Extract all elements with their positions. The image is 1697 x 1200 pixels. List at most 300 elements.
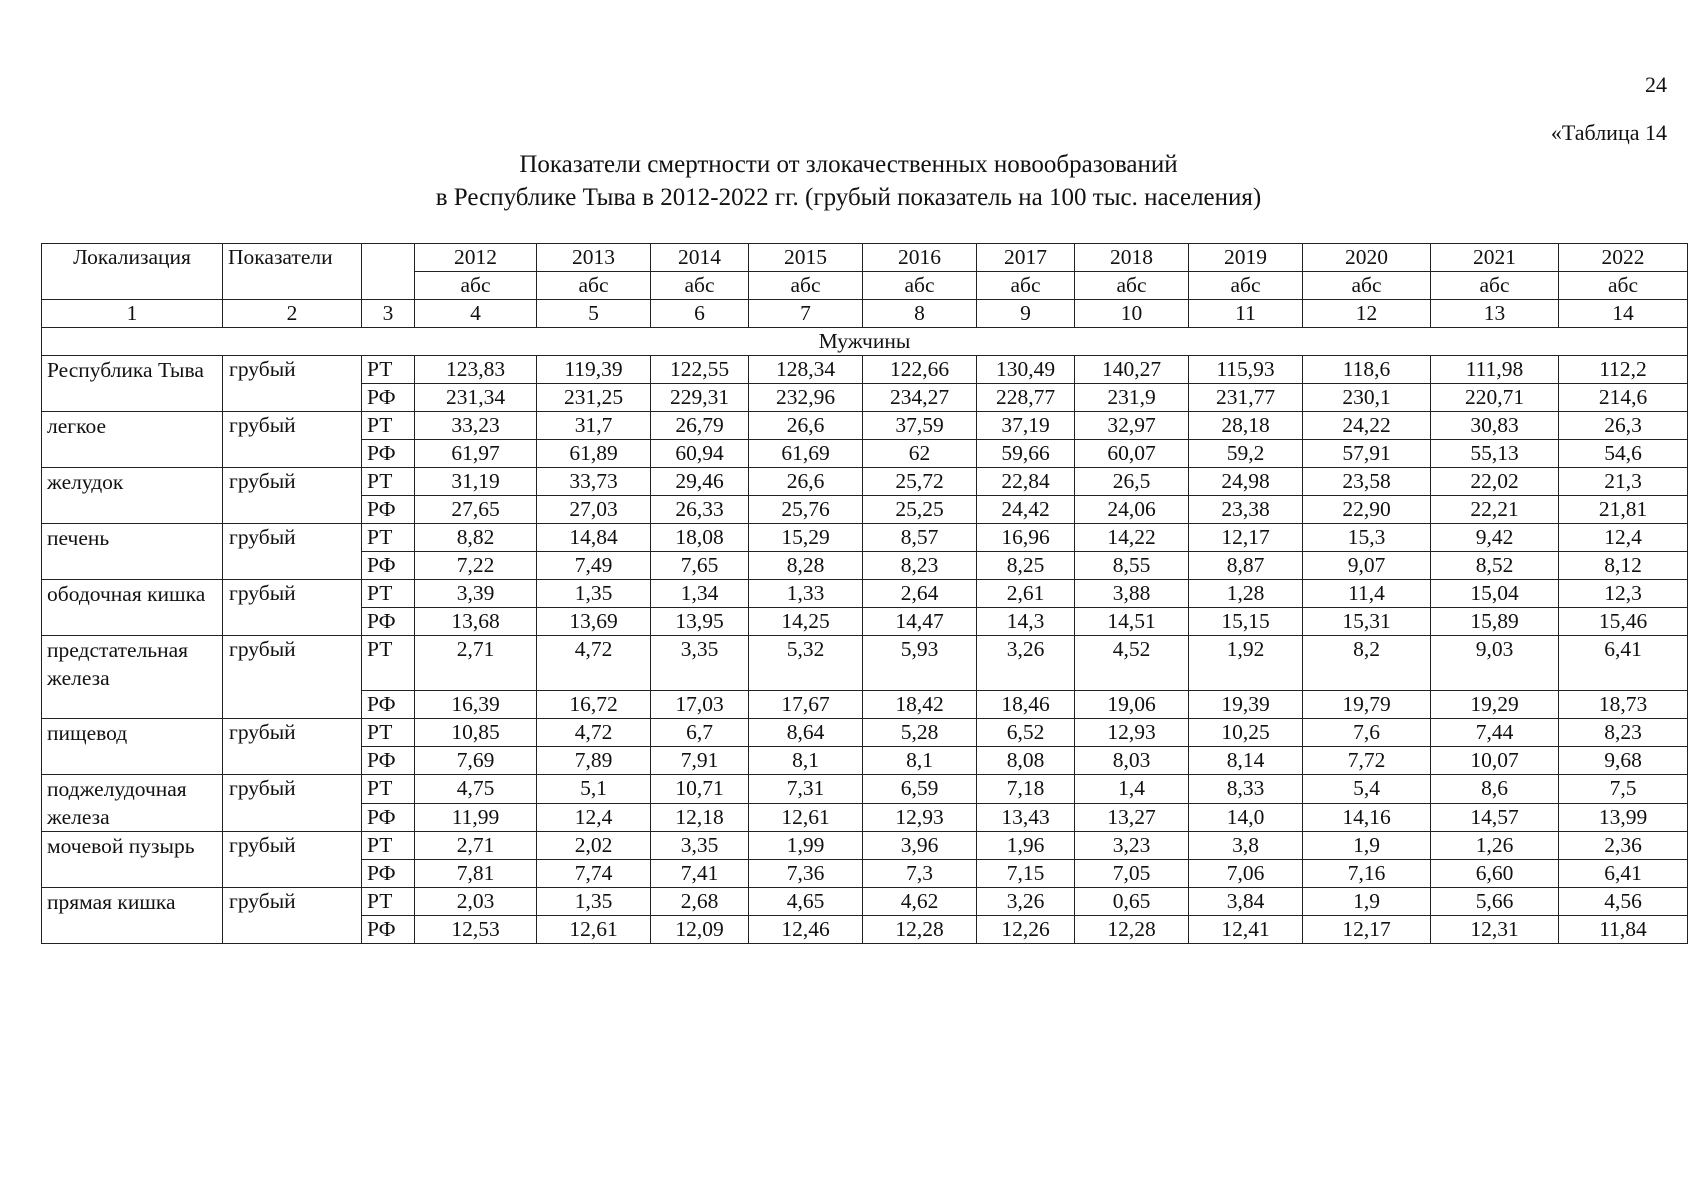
value-cell: 18,73 <box>1559 691 1688 719</box>
table-body <box>42 356 1688 944</box>
value-cell: 231,77 <box>1189 384 1303 412</box>
value-cell: 15,04 <box>1431 580 1559 608</box>
value-cell: 111,98 <box>1431 356 1559 384</box>
table-row <box>42 412 1688 440</box>
code-rf-cell: РФ <box>362 440 415 468</box>
col-number: 8 <box>863 300 977 328</box>
value-cell: 11,84 <box>1559 916 1688 944</box>
code-rt-cell: РТ <box>362 580 415 608</box>
value-cell: 61,97 <box>415 440 537 468</box>
value-cell: 12,31 <box>1431 916 1559 944</box>
value-cell: 3,39 <box>415 580 537 608</box>
localization-cell: Республика Тыва <box>42 356 223 412</box>
value-cell: 32,97 <box>1075 412 1189 440</box>
value-cell: 13,27 <box>1075 803 1189 832</box>
value-cell: 4,62 <box>863 888 977 916</box>
value-cell: 14,47 <box>863 608 977 636</box>
value-cell: 24,98 <box>1189 468 1303 496</box>
header-unit: абс <box>749 272 863 300</box>
indicator-cell: грубый <box>223 580 362 636</box>
value-cell: 14,25 <box>749 608 863 636</box>
value-cell: 24,42 <box>977 496 1075 524</box>
value-cell: 24,06 <box>1075 496 1189 524</box>
code-rf-cell: РФ <box>362 747 415 775</box>
col-number: 14 <box>1559 300 1688 328</box>
value-cell: 119,39 <box>537 356 651 384</box>
title-line-2: в Республике Тыва в 2012-2022 гг. (грубый показатель на 100 тыс. населения) <box>435 184 1262 211</box>
value-cell: 1,4 <box>1075 775 1189 804</box>
value-cell: 17,03 <box>651 691 749 719</box>
indicator-cell: грубый <box>223 719 362 775</box>
code-rf-cell: РФ <box>362 384 415 412</box>
value-cell: 22,84 <box>977 468 1075 496</box>
value-cell: 8,14 <box>1189 747 1303 775</box>
value-cell: 6,7 <box>651 719 749 747</box>
indicator-cell: грубый <box>223 524 362 580</box>
value-cell: 1,9 <box>1303 832 1431 860</box>
header-unit: абс <box>1189 272 1303 300</box>
value-cell: 214,6 <box>1559 384 1688 412</box>
value-cell: 1,35 <box>537 888 651 916</box>
value-cell: 13,69 <box>537 608 651 636</box>
header-year: 2016 <box>863 244 977 272</box>
value-cell: 26,79 <box>651 412 749 440</box>
value-cell: 23,58 <box>1303 468 1431 496</box>
value-cell: 7,81 <box>415 860 537 888</box>
indicator-cell: грубый <box>223 356 362 412</box>
value-cell: 2,03 <box>415 888 537 916</box>
value-cell: 4,52 <box>1075 636 1189 691</box>
header-unit: абс <box>977 272 1075 300</box>
value-cell: 122,55 <box>651 356 749 384</box>
value-cell: 2,71 <box>415 636 537 691</box>
col-number: 12 <box>1303 300 1431 328</box>
header-unit: абс <box>1075 272 1189 300</box>
value-cell: 12,61 <box>537 916 651 944</box>
value-cell: 1,33 <box>749 580 863 608</box>
value-cell: 231,25 <box>537 384 651 412</box>
value-cell: 60,94 <box>651 440 749 468</box>
localization-cell: легкое <box>42 412 223 468</box>
table-row <box>42 468 1688 496</box>
value-cell: 30,83 <box>1431 412 1559 440</box>
value-cell: 3,23 <box>1075 832 1189 860</box>
code-rf-cell: РФ <box>362 552 415 580</box>
value-cell: 61,89 <box>537 440 651 468</box>
value-cell: 18,42 <box>863 691 977 719</box>
value-cell: 231,9 <box>1075 384 1189 412</box>
value-cell: 21,3 <box>1559 468 1688 496</box>
col-number: 6 <box>651 300 749 328</box>
header-year: 2015 <box>749 244 863 272</box>
value-cell: 26,3 <box>1559 412 1688 440</box>
value-cell: 3,96 <box>863 832 977 860</box>
value-cell: 25,25 <box>863 496 977 524</box>
value-cell: 229,31 <box>651 384 749 412</box>
code-rt-cell: РТ <box>362 719 415 747</box>
value-cell: 1,99 <box>749 832 863 860</box>
value-cell: 14,16 <box>1303 803 1431 832</box>
code-rt-cell: РТ <box>362 356 415 384</box>
value-cell: 12,61 <box>749 803 863 832</box>
value-cell: 7,22 <box>415 552 537 580</box>
value-cell: 6,41 <box>1559 636 1688 691</box>
value-cell: 5,32 <box>749 636 863 691</box>
value-cell: 7,65 <box>651 552 749 580</box>
value-cell: 12,18 <box>651 803 749 832</box>
value-cell: 4,72 <box>537 719 651 747</box>
code-rf-cell: РФ <box>362 496 415 524</box>
value-cell: 0,65 <box>1075 888 1189 916</box>
value-cell: 8,6 <box>1431 775 1559 804</box>
value-cell: 5,1 <box>537 775 651 804</box>
value-cell: 6,41 <box>1559 860 1688 888</box>
value-cell: 29,46 <box>651 468 749 496</box>
value-cell: 16,72 <box>537 691 651 719</box>
value-cell: 12,93 <box>863 803 977 832</box>
value-cell: 8,64 <box>749 719 863 747</box>
value-cell: 8,1 <box>749 747 863 775</box>
localization-cell: ободочная кишка <box>42 580 223 636</box>
value-cell: 19,29 <box>1431 691 1559 719</box>
value-cell: 37,19 <box>977 412 1075 440</box>
value-cell: 4,56 <box>1559 888 1688 916</box>
value-cell: 18,46 <box>977 691 1075 719</box>
header-blank <box>362 244 415 300</box>
value-cell: 12,93 <box>1075 719 1189 747</box>
code-rf-cell: РФ <box>362 860 415 888</box>
value-cell: 7,16 <box>1303 860 1431 888</box>
value-cell: 18,08 <box>651 524 749 552</box>
value-cell: 14,22 <box>1075 524 1189 552</box>
value-cell: 4,75 <box>415 775 537 804</box>
value-cell: 22,90 <box>1303 496 1431 524</box>
value-cell: 5,28 <box>863 719 977 747</box>
value-cell: 8,23 <box>1559 719 1688 747</box>
value-cell: 31,19 <box>415 468 537 496</box>
header-year: 2021 <box>1431 244 1559 272</box>
col-number: 13 <box>1431 300 1559 328</box>
value-cell: 12,28 <box>863 916 977 944</box>
value-cell: 17,67 <box>749 691 863 719</box>
value-cell: 130,49 <box>977 356 1075 384</box>
value-cell: 6,60 <box>1431 860 1559 888</box>
value-cell: 7,72 <box>1303 747 1431 775</box>
value-cell: 7,44 <box>1431 719 1559 747</box>
value-cell: 59,66 <box>977 440 1075 468</box>
code-rt-cell: РТ <box>362 832 415 860</box>
value-cell: 7,74 <box>537 860 651 888</box>
value-cell: 13,43 <box>977 803 1075 832</box>
value-cell: 33,73 <box>537 468 651 496</box>
localization-cell: пищевод <box>42 719 223 775</box>
code-rt-cell: РТ <box>362 888 415 916</box>
value-cell: 7,05 <box>1075 860 1189 888</box>
value-cell: 1,35 <box>537 580 651 608</box>
value-cell: 19,06 <box>1075 691 1189 719</box>
table-title <box>0 148 1697 214</box>
value-cell: 13,99 <box>1559 803 1688 832</box>
value-cell: 234,27 <box>863 384 977 412</box>
col-number: 7 <box>749 300 863 328</box>
value-cell: 12,46 <box>749 916 863 944</box>
value-cell: 60,07 <box>1075 440 1189 468</box>
value-cell: 8,08 <box>977 747 1075 775</box>
value-cell: 13,95 <box>651 608 749 636</box>
header-localization: Локализация <box>42 244 223 300</box>
code-rt-cell: РТ <box>362 468 415 496</box>
value-cell: 10,25 <box>1189 719 1303 747</box>
value-cell: 8,1 <box>863 747 977 775</box>
value-cell: 7,69 <box>415 747 537 775</box>
value-cell: 7,15 <box>977 860 1075 888</box>
header-year: 2017 <box>977 244 1075 272</box>
code-rt-cell: РТ <box>362 775 415 804</box>
value-cell: 3,35 <box>651 832 749 860</box>
value-cell: 112,2 <box>1559 356 1688 384</box>
value-cell: 26,5 <box>1075 468 1189 496</box>
value-cell: 8,03 <box>1075 747 1189 775</box>
value-cell: 2,68 <box>651 888 749 916</box>
value-cell: 7,6 <box>1303 719 1431 747</box>
indicator-cell: грубый <box>223 468 362 524</box>
value-cell: 14,84 <box>537 524 651 552</box>
value-cell: 12,09 <box>651 916 749 944</box>
value-cell: 231,34 <box>415 384 537 412</box>
value-cell: 19,39 <box>1189 691 1303 719</box>
code-rf-cell: РФ <box>362 608 415 636</box>
indicator-cell: грубый <box>223 775 362 832</box>
value-cell: 140,27 <box>1075 356 1189 384</box>
value-cell: 26,33 <box>651 496 749 524</box>
localization-cell: предстательная железа <box>42 636 223 719</box>
code-rt-cell: РТ <box>362 412 415 440</box>
value-cell: 3,35 <box>651 636 749 691</box>
code-rf-cell: РФ <box>362 803 415 832</box>
value-cell: 21,81 <box>1559 496 1688 524</box>
title-line-1: Показатели смертности от злокачественных новообразований <box>519 151 1178 178</box>
value-cell: 5,93 <box>863 636 977 691</box>
header-year: 2019 <box>1189 244 1303 272</box>
localization-cell: мочевой пузырь <box>42 832 223 888</box>
value-cell: 2,02 <box>537 832 651 860</box>
value-cell: 22,21 <box>1431 496 1559 524</box>
value-cell: 25,76 <box>749 496 863 524</box>
table-row <box>42 888 1688 916</box>
value-cell: 16,39 <box>415 691 537 719</box>
value-cell: 1,9 <box>1303 888 1431 916</box>
value-cell: 1,96 <box>977 832 1075 860</box>
value-cell: 2,36 <box>1559 832 1688 860</box>
value-cell: 7,3 <box>863 860 977 888</box>
value-cell: 12,4 <box>537 803 651 832</box>
value-cell: 13,68 <box>415 608 537 636</box>
header-year: 2022 <box>1559 244 1688 272</box>
value-cell: 54,6 <box>1559 440 1688 468</box>
value-cell: 7,89 <box>537 747 651 775</box>
code-rt-cell: РТ <box>362 524 415 552</box>
header-year: 2020 <box>1303 244 1431 272</box>
table-reference: «Таблица 14 <box>1550 120 1667 145</box>
value-cell: 15,89 <box>1431 608 1559 636</box>
col-number: 5 <box>537 300 651 328</box>
value-cell: 232,96 <box>749 384 863 412</box>
value-cell: 14,57 <box>1431 803 1559 832</box>
value-cell: 31,7 <box>537 412 651 440</box>
value-cell: 2,64 <box>863 580 977 608</box>
value-cell: 12,28 <box>1075 916 1189 944</box>
header-year: 2012 <box>415 244 537 272</box>
table-row <box>42 719 1688 747</box>
value-cell: 10,07 <box>1431 747 1559 775</box>
value-cell: 10,85 <box>415 719 537 747</box>
col-number: 4 <box>415 300 537 328</box>
value-cell: 26,6 <box>749 412 863 440</box>
page-number: 24 <box>1645 72 1667 97</box>
value-cell: 7,06 <box>1189 860 1303 888</box>
value-cell: 2,61 <box>977 580 1075 608</box>
col-number: 9 <box>977 300 1075 328</box>
localization-cell: печень <box>42 524 223 580</box>
header-unit: абс <box>1431 272 1559 300</box>
code-rt-cell: РТ <box>362 636 415 691</box>
localization-cell: прямая кишка <box>42 888 223 944</box>
value-cell: 12,41 <box>1189 916 1303 944</box>
value-cell: 10,71 <box>651 775 749 804</box>
header-unit: абс <box>415 272 537 300</box>
value-cell: 8,2 <box>1303 636 1431 691</box>
value-cell: 57,91 <box>1303 440 1431 468</box>
value-cell: 15,46 <box>1559 608 1688 636</box>
value-cell: 15,15 <box>1189 608 1303 636</box>
header-row-numbers <box>42 300 1688 328</box>
value-cell: 220,71 <box>1431 384 1559 412</box>
value-cell: 61,69 <box>749 440 863 468</box>
value-cell: 16,96 <box>977 524 1075 552</box>
value-cell: 27,65 <box>415 496 537 524</box>
header-unit: абс <box>651 272 749 300</box>
value-cell: 12,17 <box>1303 916 1431 944</box>
value-cell: 7,91 <box>651 747 749 775</box>
value-cell: 22,02 <box>1431 468 1559 496</box>
col-number: 11 <box>1189 300 1303 328</box>
value-cell: 8,55 <box>1075 552 1189 580</box>
value-cell: 62 <box>863 440 977 468</box>
value-cell: 228,77 <box>977 384 1075 412</box>
value-cell: 5,4 <box>1303 775 1431 804</box>
value-cell: 11,99 <box>415 803 537 832</box>
value-cell: 8,33 <box>1189 775 1303 804</box>
header-year: 2013 <box>537 244 651 272</box>
value-cell: 28,18 <box>1189 412 1303 440</box>
localization-cell: желудок <box>42 468 223 524</box>
value-cell: 7,41 <box>651 860 749 888</box>
value-cell: 6,59 <box>863 775 977 804</box>
value-cell: 27,03 <box>537 496 651 524</box>
value-cell: 4,65 <box>749 888 863 916</box>
header-year: 2014 <box>651 244 749 272</box>
value-cell: 8,23 <box>863 552 977 580</box>
col-number: 2 <box>223 300 362 328</box>
value-cell: 24,22 <box>1303 412 1431 440</box>
indicator-cell: грубый <box>223 412 362 468</box>
code-rf-cell: РФ <box>362 691 415 719</box>
value-cell: 26,6 <box>749 468 863 496</box>
value-cell: 1,28 <box>1189 580 1303 608</box>
value-cell: 3,26 <box>977 888 1075 916</box>
value-cell: 14,0 <box>1189 803 1303 832</box>
value-cell: 59,2 <box>1189 440 1303 468</box>
header-year: 2018 <box>1075 244 1189 272</box>
table-row <box>42 524 1688 552</box>
header-unit: абс <box>863 272 977 300</box>
header-row-years <box>42 244 1688 272</box>
value-cell: 37,59 <box>863 412 977 440</box>
value-cell: 122,66 <box>863 356 977 384</box>
header-unit: абс <box>1303 272 1431 300</box>
col-number: 3 <box>362 300 415 328</box>
value-cell: 1,34 <box>651 580 749 608</box>
section-row <box>42 328 1688 356</box>
value-cell: 7,36 <box>749 860 863 888</box>
section-label-men: Мужчины <box>42 328 1688 356</box>
header-unit: абс <box>1559 272 1688 300</box>
value-cell: 11,4 <box>1303 580 1431 608</box>
value-cell: 8,52 <box>1431 552 1559 580</box>
value-cell: 118,6 <box>1303 356 1431 384</box>
value-cell: 33,23 <box>415 412 537 440</box>
value-cell: 9,42 <box>1431 524 1559 552</box>
col-number: 1 <box>42 300 223 328</box>
value-cell: 9,07 <box>1303 552 1431 580</box>
value-cell: 7,18 <box>977 775 1075 804</box>
value-cell: 3,88 <box>1075 580 1189 608</box>
value-cell: 12,3 <box>1559 580 1688 608</box>
indicator-cell: грубый <box>223 636 362 719</box>
value-cell: 1,26 <box>1431 832 1559 860</box>
value-cell: 15,3 <box>1303 524 1431 552</box>
value-cell: 6,52 <box>977 719 1075 747</box>
value-cell: 8,12 <box>1559 552 1688 580</box>
value-cell: 8,28 <box>749 552 863 580</box>
table-row <box>42 580 1688 608</box>
table-row <box>42 775 1688 804</box>
value-cell: 55,13 <box>1431 440 1559 468</box>
value-cell: 8,82 <box>415 524 537 552</box>
table-row <box>42 356 1688 384</box>
value-cell: 8,25 <box>977 552 1075 580</box>
value-cell: 3,84 <box>1189 888 1303 916</box>
indicator-cell: грубый <box>223 888 362 944</box>
value-cell: 15,29 <box>749 524 863 552</box>
value-cell: 5,66 <box>1431 888 1559 916</box>
value-cell: 115,93 <box>1189 356 1303 384</box>
value-cell: 4,72 <box>537 636 651 691</box>
value-cell: 12,17 <box>1189 524 1303 552</box>
value-cell: 3,8 <box>1189 832 1303 860</box>
table-row <box>42 832 1688 860</box>
value-cell: 12,26 <box>977 916 1075 944</box>
value-cell: 8,87 <box>1189 552 1303 580</box>
value-cell: 3,26 <box>977 636 1075 691</box>
header-unit: абс <box>537 272 651 300</box>
value-cell: 12,53 <box>415 916 537 944</box>
value-cell: 9,03 <box>1431 636 1559 691</box>
table-row <box>42 636 1688 691</box>
value-cell: 19,79 <box>1303 691 1431 719</box>
value-cell: 15,31 <box>1303 608 1431 636</box>
value-cell: 8,57 <box>863 524 977 552</box>
